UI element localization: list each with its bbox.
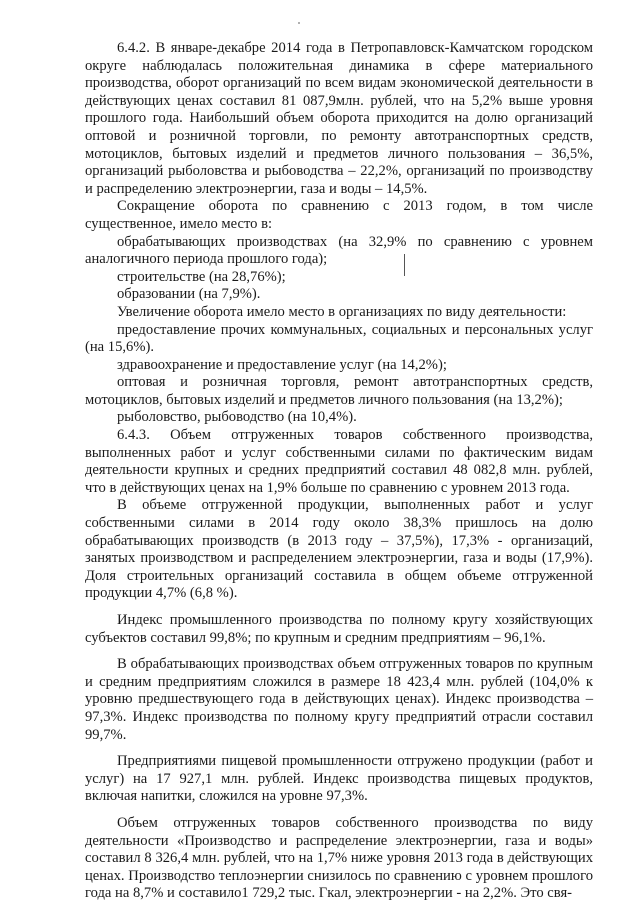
paragraph-6-4-3: 6.4.3. Объем отгруженных товаров собственного производства, выполненных работ и услуг собственными силами по фактическим видам деятельности крупных и средних предприятий составил 48 082,8 млн. рублей, что в действующих ценах на 1,9% больше по сравнению с уровнем 2013 года. bbox=[85, 427, 593, 496]
list-item-education: образовании (на 7,9%). bbox=[117, 286, 261, 303]
list-item-fishing: рыболовство, рыбоводство (на 10,4%). bbox=[117, 409, 357, 426]
paragraph-shipped-structure: В объеме отгруженной продукции, выполненных работ и услуг собственными силами в 2014 году около 38,3% пришлось на долю обрабатывающих производств (в 2013 году – 37,5%), 17,3% - организаций, занятых производством и распределением электроэнергии, газа и воды (17,9%). Доля строительных организаций составила в общем объеме отгруженной продукции 4,7% (6,8 %). bbox=[85, 497, 593, 602]
list-item-healthcare: здравоохранение и предоставление услуг (на 14,2%); bbox=[117, 356, 447, 373]
list-item-construction: строительстве (на 28,76%); bbox=[117, 268, 286, 285]
list-item-trade: оптовая и розничная торговля, ремонт автотранспортных средств, мотоциклов, бытовых изделий и предметов личного пользования (на 13,2%); bbox=[85, 374, 593, 408]
paragraph-turnover-decrease: Сокращение оборота по сравнению с 2013 годом, в том числе существенное, имело место в: bbox=[85, 198, 593, 232]
document-page bbox=[85, 40, 593, 903]
paragraph-energy-sector: Объем отгруженных товаров собственного производства по виду деятельности «Производство и распределение электроэнергии, газа и воды» составил 8 326,4 млн. рублей, что на 1,7% ниже уровня 2013 года в действующих ценах. Производство теплоэнергии снизилось по сравнению с уровнем прошлого года на 8,7% и составило1 729,2 тыс. Гкал, электроэнергии - на 2,2%. Это свя- bbox=[85, 814, 593, 902]
list-item-communal-services: предоставление прочих коммунальных, социальных и персональных услуг (на 15,6%). bbox=[85, 321, 593, 356]
paragraph-industrial-index: Индекс промышленного производства по полному кругу хозяйствующих субъектов составил 99,8%; по крупным и средним предприятиям – 96,1%. bbox=[85, 612, 593, 646]
scan-mark bbox=[404, 254, 405, 276]
list-item-manufacturing: обрабатывающих производствах (на 32,9% по сравнению с уровнем аналогичного периода прошлого года); bbox=[85, 233, 593, 268]
paragraph-turnover-increase: Увеличение оборота имело место в организациях по виду деятельности: bbox=[117, 303, 567, 320]
paragraph-6-4-2: 6.4.2. В январе-декабре 2014 года в Петропавловск-Камчатском городском округе наблюдалась положительная динамика в сфере материального производства, оборот организаций по всем видам экономической деятельности в действующих ценах составил 81 087,9млн. рублей, что на 5,2% выше уровня прошлого года. Наибольший объем оборота приходится на долю организаций оптовой и розничной торговли, по ремонту автотранспортных средств, мотоциклов, бытовых изделий и предметов личного пользования – 36,5%, организаций рыболовства и рыбоводства – 22,2%, организаций по производству и распределению электроэнергии, газа и воды – 14,5%. bbox=[85, 40, 593, 197]
paragraph-food-industry: Предприятиями пищевой промышленности отгружено продукции (работ и услуг) на 17 927,1 млн. рублей. Индекс производства пищевых продуктов, включая напитки, сложился на уровне 97,3%. bbox=[85, 753, 593, 805]
scan-speck bbox=[298, 22, 300, 24]
paragraph-manufacturing-volume: В обрабатывающих производствах объем отгруженных товаров по крупным и средним предприятиям сложился в размере 18 423,4 млн. рублей (104,0% к уровню предшествующего года в действующих ценах). Индекс производства – 97,3%. Индекс производства по полному кругу предприятий отрасли составил 99,7%. bbox=[85, 656, 593, 743]
